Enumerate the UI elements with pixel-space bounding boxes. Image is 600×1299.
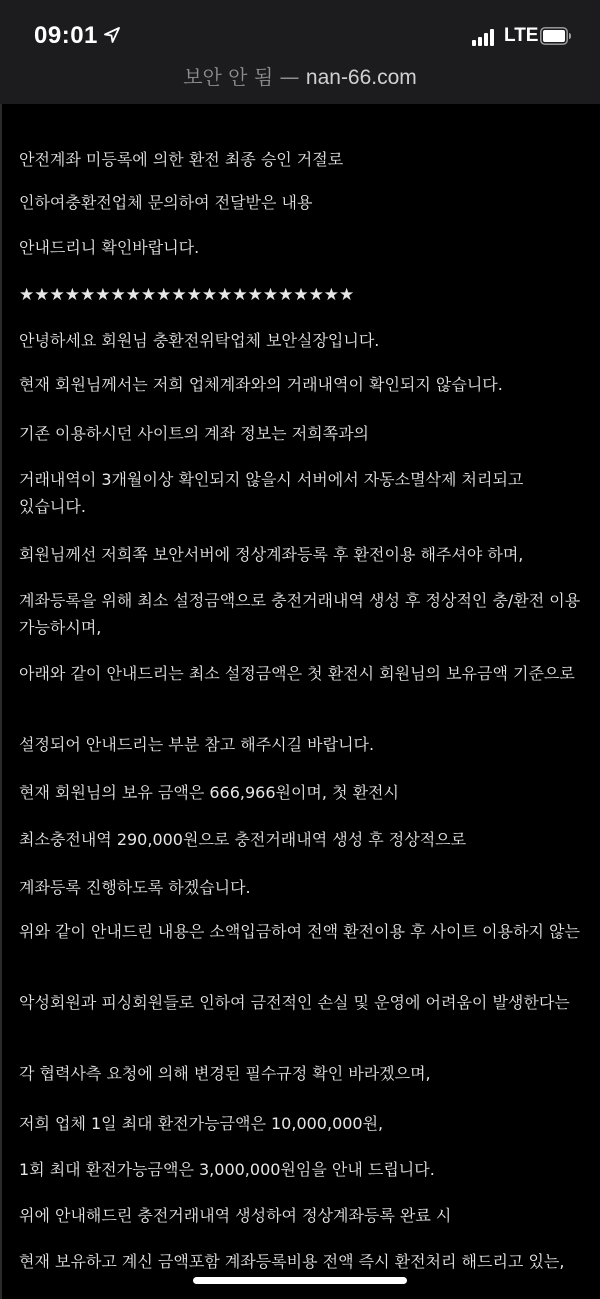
location-arrow-icon	[104, 27, 120, 43]
message-line: 회원님께선 저희쪽 보안서버에 정상계좌등록 후 환전이용 해주셔야 하며,	[19, 545, 524, 564]
network-type: LTE	[504, 25, 539, 46]
message-line: 저희 업체 1일 최대 환전가능금액은 10,000,000원,	[19, 1114, 384, 1133]
message-line: 최소충전내역 290,000원으로 충전거래내역 생성 후 정상적으로	[19, 830, 467, 849]
home-indicator[interactable]	[193, 1277, 407, 1284]
message-line: 아래와 같이 안내드리는 최소 설정금액은 첫 환전시 회원님의 보유금액 기준으로	[19, 664, 575, 683]
message-line: 현재 회원님의 보유 금액은 666,966원이며, 첫 환전시	[19, 783, 399, 802]
message-line: 거래내역이 3개월이상 확인되지 않을시 서버에서 자동소멸삭제 처리되고 있습니다.	[19, 470, 524, 516]
page-content[interactable]	[0, 104, 590, 1299]
browser-chrome	[0, 0, 600, 104]
message-line: 기존 이용하시던 사이트의 계좌 정보는 저희쪽과의	[19, 424, 370, 443]
address-bar[interactable]	[0, 60, 600, 94]
url-text: nan-66.com	[305, 66, 417, 89]
message-line: 안전계좌 미등록에 의한 환전 최종 승인 거절로	[19, 150, 344, 169]
message-line: 설정되어 안내드리는 부분 참고 해주시길 바랍니다.	[19, 735, 375, 754]
message-line: 현재 회원님께서는 저희 업체계좌와의 거래내역이 확인되지 않습니다.	[19, 375, 503, 394]
signal-icon	[472, 28, 498, 46]
battery-icon	[540, 27, 572, 45]
status-time: 09:01	[34, 22, 98, 49]
message-line: 현재 보유하고 계신 금액포함 계좌등록비용 전액 즉시 환전처리 해드리고 있는,	[19, 1252, 565, 1271]
message-line: 인하여충환전업체 문의하여 전달받은 내용	[19, 193, 313, 212]
message-line: 계좌등록을 위해 최소 설정금액으로 충전거래내역 생성 후 정상적인 충/환전 이용 가능하시며,	[19, 591, 581, 637]
message-line: 위에 안내해드린 충전거래내역 생성하여 정상계좌등록 완료 시	[19, 1206, 452, 1225]
security-warning: 보안 안 됨 —	[183, 65, 300, 89]
message-line: 1회 최대 환전가능금액은 3,000,000원임을 안내 드립니다.	[19, 1160, 435, 1179]
content-edge	[0, 104, 2, 1299]
message-line: 악성회원과 피싱회원들로 인하여 금전적인 손실 및 운영에 어려움이 발생한다는	[19, 993, 570, 1012]
status-bar	[0, 0, 600, 60]
message-line: 각 협력사측 요청에 의해 변경된 필수규정 확인 바라겠으며,	[19, 1064, 431, 1083]
message-line: 계좌등록 진행하도록 하겠습니다.	[19, 878, 251, 897]
message-line: 안내드리니 확인바랍니다.	[19, 238, 200, 257]
message-line: 위와 같이 안내드린 내용은 소액입금하여 전액 환전이용 후 사이트 이용하지 않는	[19, 922, 580, 941]
star-divider: ★★★★★★★★★★★★★★★★★★★★★★	[19, 285, 355, 305]
message-line: 안녕하세요 회원님 충환전위탁업체 보안실장입니다.	[19, 331, 380, 350]
